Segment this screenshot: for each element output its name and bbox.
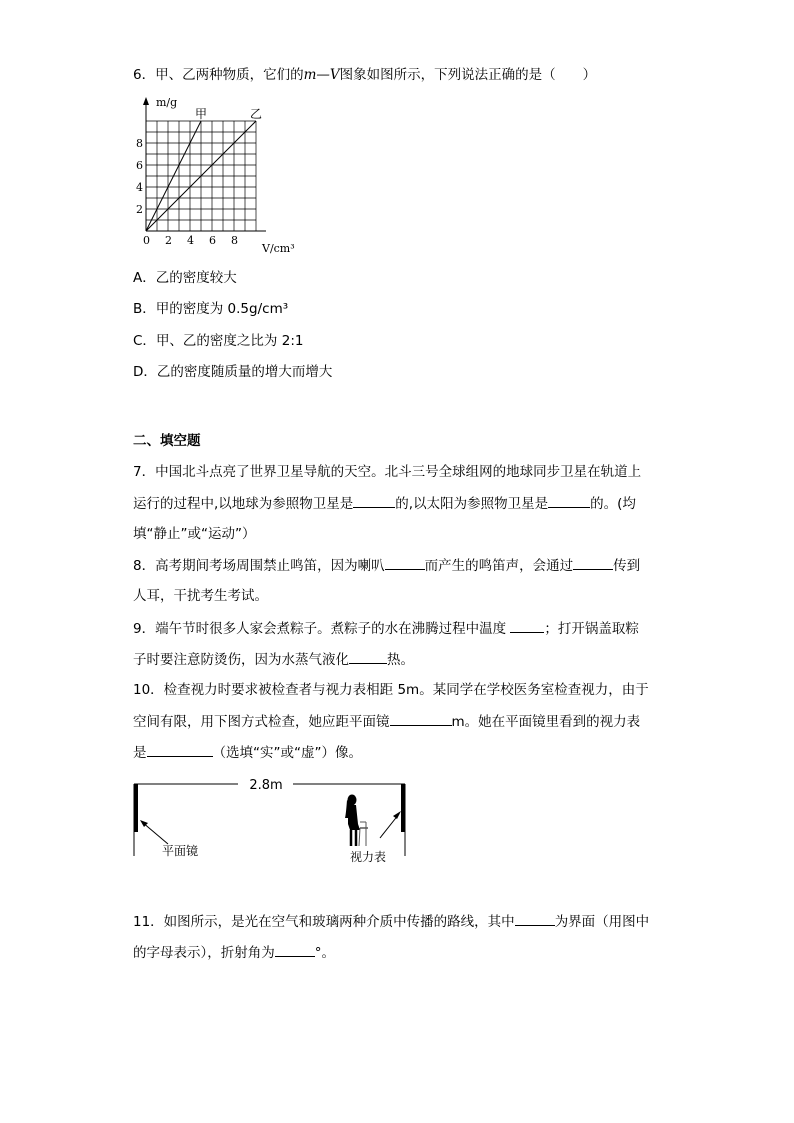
q7-line1: 7．中国北斗点亮了世界卫星导航的天空。北斗三号全球组网的地球同步卫星在轨道上 — [133, 464, 642, 480]
q10-text: 空间有限，用下图方式检查，她应距平面镜 — [133, 714, 390, 730]
q9-text: ；打开锅盖取粽 — [544, 621, 639, 637]
x-tick-label: 2 — [165, 234, 172, 247]
answer-blank[interactable] — [510, 619, 544, 633]
q9-text: 热。 — [387, 652, 414, 668]
mv-chart — [130, 92, 315, 257]
x-tick-label: 8 — [231, 234, 238, 247]
y-tick-label: 2 — [136, 203, 143, 216]
answer-blank[interactable] — [385, 556, 425, 570]
q9-text: 9．端午节时很多人家会煮粽子。煮粽子的水在沸腾过程中温度 — [133, 621, 507, 637]
option-text: 乙的密度随质量的增大而增大 — [156, 364, 333, 380]
q7-line2 — [133, 494, 636, 513]
option-label: D． — [133, 364, 157, 380]
q8-text: 8．高考期间考场周围禁止鸣笛，因为喇叭 — [133, 558, 385, 574]
mirror-label: 平面镜 — [162, 844, 199, 858]
answer-blank[interactable] — [275, 943, 315, 957]
q10-line3 — [133, 743, 362, 762]
y-tick-label: 8 — [136, 137, 143, 150]
q8-text: 而产生的鸣笛声，会通过 — [424, 558, 574, 574]
q11-line1 — [133, 912, 649, 931]
q10-text: 是 — [133, 745, 147, 761]
answer-blank[interactable] — [515, 912, 555, 926]
y-tick-label: 6 — [136, 159, 143, 172]
eye-chart-label: 视力表 — [350, 850, 387, 864]
y-axis-label: m/g — [156, 96, 178, 109]
q7-text: 的,以太阳为参照物卫星是 — [395, 496, 549, 512]
q9-line2 — [133, 650, 414, 669]
option-label: C． — [133, 333, 156, 349]
q10-text: m。她在平面镜里看到的视力表 — [451, 714, 641, 730]
chart-series — [146, 107, 262, 231]
option-text: 甲的密度为 0.5g/cm³ — [155, 301, 289, 317]
x-tick-label: 0 — [143, 234, 150, 247]
x-axis-label: V/cm³ — [262, 242, 295, 255]
x-tick-label: 4 — [187, 234, 194, 247]
q6-math: m—V — [303, 67, 340, 83]
answer-blank[interactable] — [548, 494, 590, 508]
q10-line1: 10．检查视力时要求被检查者与视力表相距 5m。某同学在学校医务室检查视力，由于 — [133, 682, 649, 698]
option-text: 甲、乙的密度之比为 2:1 — [155, 333, 304, 349]
y-axis-arrow — [143, 97, 149, 105]
q7-text: 的。(均 — [590, 496, 636, 512]
answer-blank[interactable] — [353, 494, 395, 508]
q9-text: 子时要注意防烫伤，因为水蒸气液化 — [133, 652, 349, 668]
q6-text-a: 甲、乙两种物质，它们的 — [155, 67, 304, 83]
y-tick-label: 4 — [136, 181, 143, 194]
q8-text: 传到 — [613, 558, 641, 574]
option-text: 乙的密度较大 — [155, 270, 237, 286]
section-heading: 二、填空题 — [133, 433, 201, 449]
q7-line3: 填“静止”或“运动”） — [133, 526, 256, 542]
q11-text: 的字母表示），折射角为 — [133, 945, 275, 961]
q11-text: 11．如图所示，是光在空气和玻璃两种介质中传播的路线，其中 — [133, 914, 515, 930]
q11-text: °。 — [314, 945, 335, 961]
q6-number: 6． — [133, 67, 156, 83]
x-tick-label: 6 — [209, 234, 216, 247]
mirror — [134, 784, 138, 832]
q10-text: （选填“实”或“虚”）像。 — [212, 745, 362, 761]
series-label: 甲 — [195, 107, 208, 121]
q11-text: 为界面（用图中 — [554, 914, 650, 930]
option-label: B． — [133, 301, 156, 317]
answer-blank[interactable] — [390, 712, 452, 726]
answer-blank[interactable] — [349, 650, 387, 664]
q10-line2 — [133, 712, 640, 731]
q6-option-a[interactable] — [133, 266, 237, 286]
series-label: 乙 — [250, 107, 263, 121]
q6-text-b: 图象如图所示，下列说法正确的是（ ） — [339, 67, 597, 83]
q6-stem — [133, 66, 596, 84]
distance-label: 2.8m — [249, 778, 283, 793]
q11-line2 — [133, 943, 335, 962]
q8-line2: 人耳，干扰考生考试。 — [133, 588, 268, 604]
q9-line1 — [133, 619, 639, 638]
mirror-figure — [128, 772, 418, 867]
eye-chart — [401, 784, 405, 832]
q6-option-c[interactable] — [133, 329, 303, 349]
q7-text: 运行的过程中,以地球为参照物卫星是 — [133, 496, 354, 512]
q6-option-d[interactable] — [133, 360, 332, 380]
q6-option-b[interactable] — [133, 297, 288, 317]
q8-line1 — [133, 556, 640, 575]
answer-blank[interactable] — [573, 556, 613, 570]
answer-blank[interactable] — [147, 743, 213, 757]
seated-person-icon — [345, 795, 368, 847]
option-label: A． — [133, 270, 156, 286]
